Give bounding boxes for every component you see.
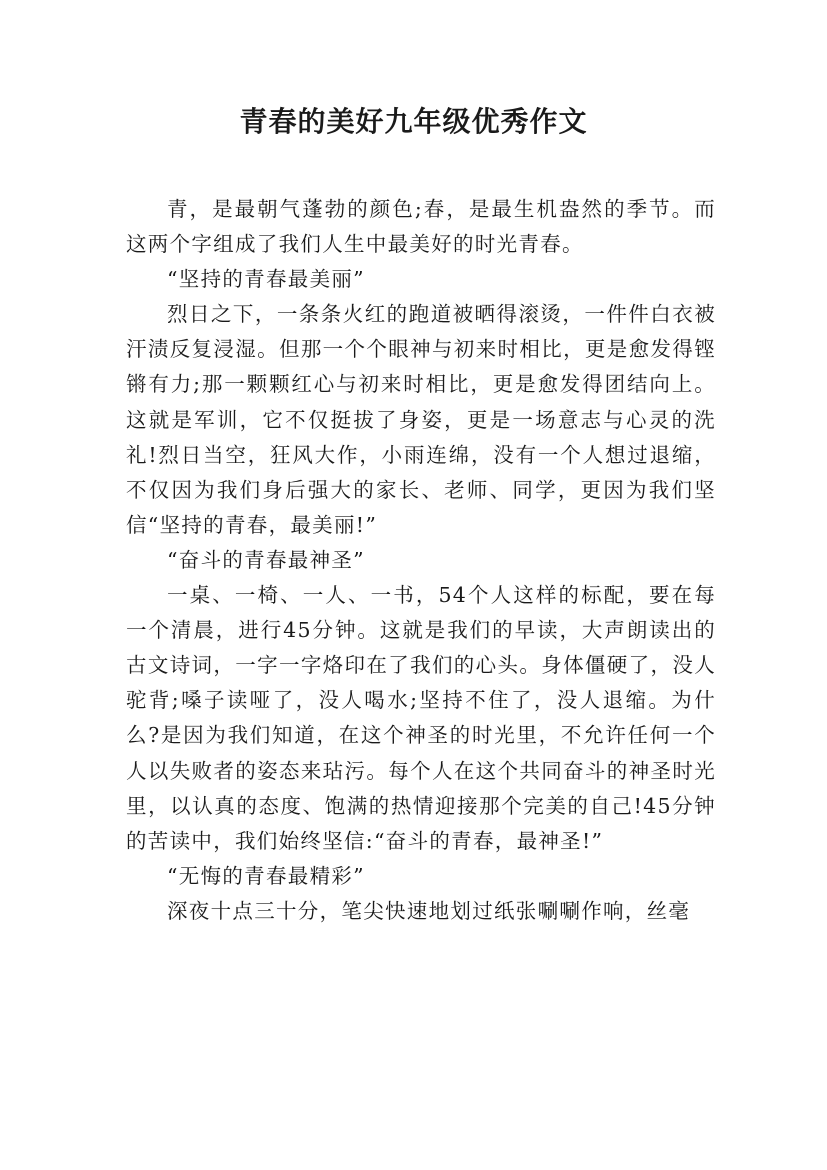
paragraph-military-training: 烈日之下，一条条火红的跑道被晒得滚烫，一件件白衣被汗渍反复浸湿。但那一个个眼神与初来时相比，更是愈发得铿锵有力;那一颗颗红心与初来时相比，更是愈发得团结向上。这就是军训，它不仅挺拔了身姿，更是一场意志与心灵的洗礼!烈日当空，狂风大作，小雨连绵，没有一个人想过退缩，不仅因为我们身后强大的家长、老师、同学，更因为我们坚信“坚持的青春，最美丽!” (126, 302, 716, 537)
document-body (126, 192, 716, 929)
section-heading-striving: “奋斗的青春最神圣” (167, 547, 365, 572)
section-heading-persistence: “坚持的青春最美丽” (167, 267, 365, 292)
paragraph-intro: 青，是最朝气蓬勃的颜色;春，是最生机盎然的季节。而这两个字组成了我们人生中最美好的时光青春。 (126, 197, 716, 257)
paragraph-late-night: 深夜十点三十分，笔尖快速地划过纸张唰唰作响，丝毫 (167, 898, 691, 923)
document-title: 青春的美好九年级优秀作文 (239, 105, 588, 138)
section-heading-no-regrets: “无悔的青春最精彩” (167, 863, 365, 888)
paragraph-morning-reading: 一桌、一椅、一人、一书，54个人这样的标配，要在每一个清晨，进行45分钟。这就是我们的早读，大声朗读出的古文诗词，一字一字烙印在了我们的心头。身体僵硬了，没人驼背;嗓子读哑了，没人喝水;坚持不住了，没人退缩。为什么?是因为我们知道，在这个神圣的时光里，不允许任何一个人以失败者的姿态来玷污。每个人在这个共同奋斗的神圣时光里，以认真的态度、饱满的热情迎接那个完美的自己!45分钟的苦读中，我们始终坚信:“奋斗的青春，最神圣!” (126, 583, 716, 853)
